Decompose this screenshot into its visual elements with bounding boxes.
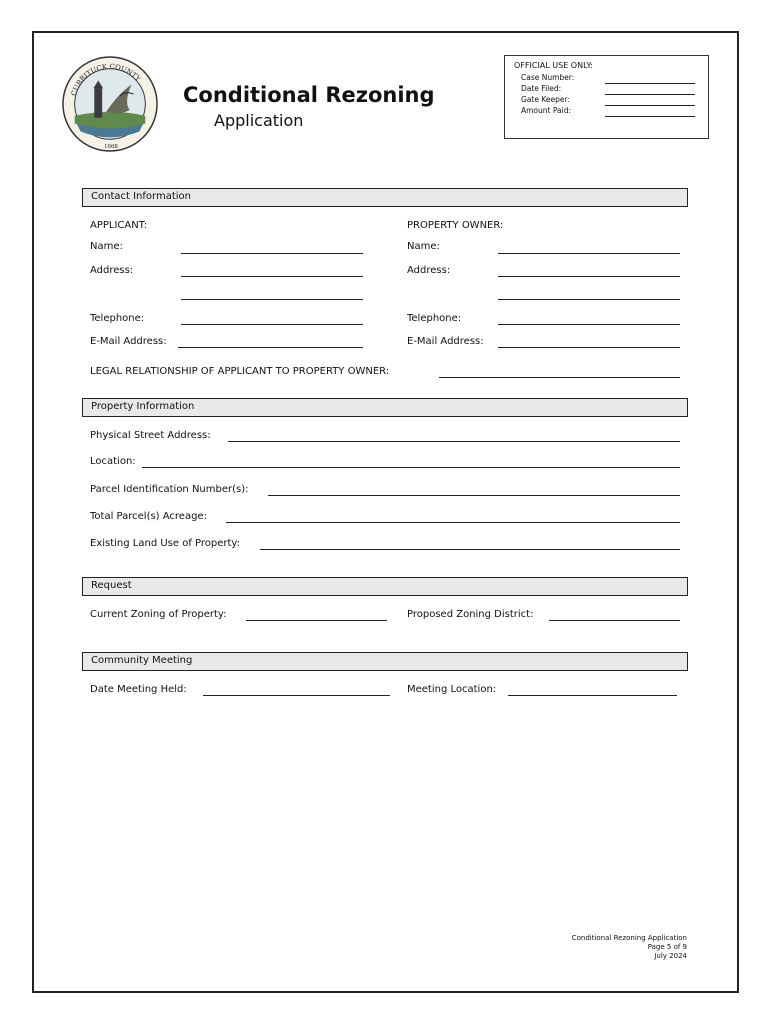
gate-keeper-label: Gate Keeper:	[521, 95, 570, 104]
applicant-telephone-label: Telephone:	[90, 313, 145, 324]
current-zoning-label: Current Zoning of Property:	[90, 609, 227, 620]
county-seal-logo	[61, 55, 159, 153]
date-filed-label: Date Filed:	[521, 84, 562, 93]
footer-doc-name: Conditional Rezoning Application	[571, 934, 687, 942]
street-address-label: Physical Street Address:	[90, 430, 211, 441]
proposed-zoning-field[interactable]	[549, 620, 680, 621]
applicant-name-field[interactable]	[181, 253, 363, 254]
meeting-location-field[interactable]	[508, 695, 677, 696]
form-title: Conditional Rezoning	[183, 83, 435, 107]
section-request: Request	[82, 577, 688, 596]
owner-email-label: E-Mail Address:	[407, 336, 484, 347]
official-use-heading: OFFICIAL USE ONLY:	[514, 61, 594, 70]
land-use-label: Existing Land Use of Property:	[90, 538, 240, 549]
official-use-box	[504, 55, 709, 139]
gate-keeper-field[interactable]	[605, 105, 695, 106]
owner-heading: PROPERTY OWNER:	[407, 220, 504, 231]
proposed-zoning-label: Proposed Zoning District:	[407, 609, 534, 620]
legal-relationship-label: LEGAL RELATIONSHIP OF APPLICANT TO PROPERTY OWNER:	[90, 366, 390, 377]
applicant-telephone-field[interactable]	[181, 324, 363, 325]
form-subtitle: Application	[214, 111, 304, 130]
seal-text: CURRITUCK COUNTY	[69, 62, 142, 97]
application-page	[32, 31, 739, 993]
street-address-field[interactable]	[228, 441, 680, 442]
footer-date: July 2024	[654, 952, 687, 960]
applicant-heading: APPLICANT:	[90, 220, 148, 231]
owner-telephone-label: Telephone:	[407, 313, 462, 324]
owner-name-field[interactable]	[498, 253, 680, 254]
acreage-label: Total Parcel(s) Acreage:	[90, 511, 207, 522]
owner-address-field-2[interactable]	[498, 299, 680, 300]
footer-page-number: Page 5 of 9	[647, 943, 687, 951]
amount-paid-field[interactable]	[605, 116, 695, 117]
location-field[interactable]	[142, 467, 680, 468]
case-number-label: Case Number:	[521, 73, 575, 82]
applicant-email-label: E-Mail Address:	[90, 336, 167, 347]
applicant-email-field[interactable]	[178, 347, 363, 348]
section-property-information: Property Information	[82, 398, 688, 417]
land-use-field[interactable]	[260, 549, 680, 550]
section-contact-information: Contact Information	[82, 188, 688, 207]
location-label: Location:	[90, 456, 136, 467]
section-community-meeting: Community Meeting	[82, 652, 688, 671]
legal-relationship-field[interactable]	[439, 377, 680, 378]
seal-year: 1668	[104, 144, 118, 151]
page-footer	[572, 934, 687, 961]
current-zoning-field[interactable]	[246, 620, 387, 621]
owner-name-label: Name:	[407, 241, 440, 252]
case-number-field[interactable]	[605, 83, 695, 84]
applicant-address-field[interactable]	[181, 276, 363, 277]
applicant-address-field-2[interactable]	[181, 299, 363, 300]
owner-telephone-field[interactable]	[498, 324, 680, 325]
owner-address-field[interactable]	[498, 276, 680, 277]
parcel-id-label: Parcel Identification Number(s):	[90, 484, 249, 495]
owner-address-label: Address:	[407, 265, 451, 276]
date-filed-field[interactable]	[605, 94, 695, 95]
applicant-address-label: Address:	[90, 265, 134, 276]
applicant-name-label: Name:	[90, 241, 123, 252]
amount-paid-label: Amount Paid:	[521, 106, 572, 115]
parcel-id-field[interactable]	[268, 495, 680, 496]
meeting-date-field[interactable]	[203, 695, 390, 696]
owner-email-field[interactable]	[498, 347, 680, 348]
meeting-date-label: Date Meeting Held:	[90, 684, 187, 695]
acreage-field[interactable]	[226, 522, 680, 523]
meeting-location-label: Meeting Location:	[407, 684, 497, 695]
